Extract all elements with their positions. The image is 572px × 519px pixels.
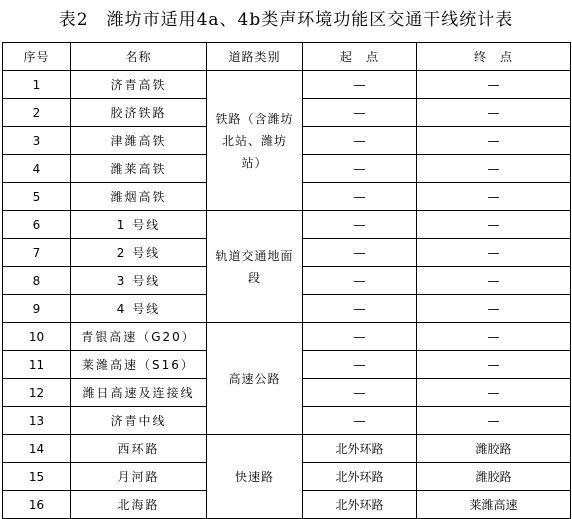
row-start: — xyxy=(303,295,417,323)
table-header-row xyxy=(3,43,571,71)
row-name: 潍莱高铁 xyxy=(71,155,207,183)
row-seq: 7 xyxy=(3,239,71,267)
row-start: — xyxy=(303,407,417,435)
row-end: 莱潍高速 xyxy=(417,491,571,519)
row-start: — xyxy=(303,323,417,351)
row-start: — xyxy=(303,239,417,267)
road-category: 铁路（含潍坊北站、潍坊站） xyxy=(207,71,303,211)
row-name: 莱潍高速（S16） xyxy=(71,351,207,379)
row-start: — xyxy=(303,127,417,155)
row-seq: 8 xyxy=(3,267,71,295)
row-name: 4 号线 xyxy=(71,295,207,323)
row-seq: 1 xyxy=(3,71,71,99)
row-start: 北外环路 xyxy=(303,491,417,519)
row-start: 北外环路 xyxy=(303,435,417,463)
row-end: — xyxy=(417,351,571,379)
row-seq: 6 xyxy=(3,211,71,239)
row-start: — xyxy=(303,71,417,99)
header-type: 道路类别 xyxy=(207,43,303,71)
table-row xyxy=(3,435,571,463)
table-body xyxy=(3,71,571,519)
row-name: 潍日高速及连接线 xyxy=(71,379,207,407)
row-name: 潍烟高铁 xyxy=(71,183,207,211)
row-name: 月河路 xyxy=(71,463,207,491)
row-end: 潍胶路 xyxy=(417,435,571,463)
row-seq: 14 xyxy=(3,435,71,463)
row-name: 北海路 xyxy=(71,491,207,519)
road-category: 轨道交通地面段 xyxy=(207,211,303,323)
header-start: 起 点 xyxy=(303,43,417,71)
row-seq: 11 xyxy=(3,351,71,379)
row-seq: 2 xyxy=(3,99,71,127)
row-end: 潍胶路 xyxy=(417,463,571,491)
row-end: — xyxy=(417,239,571,267)
row-start: — xyxy=(303,379,417,407)
row-start: — xyxy=(303,351,417,379)
row-name: 津潍高铁 xyxy=(71,127,207,155)
header-name: 名称 xyxy=(71,43,207,71)
row-name: 胶济铁路 xyxy=(71,99,207,127)
row-name: 济青高铁 xyxy=(71,71,207,99)
table-row xyxy=(3,71,571,99)
row-end: — xyxy=(417,211,571,239)
row-seq: 10 xyxy=(3,323,71,351)
header-seq: 序号 xyxy=(3,43,71,71)
row-seq: 12 xyxy=(3,379,71,407)
table-row xyxy=(3,323,571,351)
row-end: — xyxy=(417,267,571,295)
row-start: — xyxy=(303,183,417,211)
road-category: 高速公路 xyxy=(207,323,303,435)
row-end: — xyxy=(417,155,571,183)
row-seq: 13 xyxy=(3,407,71,435)
traffic-lines-table xyxy=(2,42,571,519)
row-start: — xyxy=(303,267,417,295)
header-end: 终 点 xyxy=(417,43,571,71)
row-end: — xyxy=(417,183,571,211)
row-seq: 9 xyxy=(3,295,71,323)
row-start: — xyxy=(303,211,417,239)
row-seq: 5 xyxy=(3,183,71,211)
row-seq: 3 xyxy=(3,127,71,155)
row-start: 北外环路 xyxy=(303,463,417,491)
row-name: 青银高速（G20） xyxy=(71,323,207,351)
table-row xyxy=(3,211,571,239)
row-name: 西环路 xyxy=(71,435,207,463)
row-seq: 16 xyxy=(3,491,71,519)
row-seq: 4 xyxy=(3,155,71,183)
row-end: — xyxy=(417,295,571,323)
row-end: — xyxy=(417,71,571,99)
table-caption: 表2 潍坊市适用4a、4b类声环境功能区交通干线统计表 xyxy=(58,10,514,30)
row-end: — xyxy=(417,99,571,127)
row-name: 3 号线 xyxy=(71,267,207,295)
row-name: 2 号线 xyxy=(71,239,207,267)
row-end: — xyxy=(417,127,571,155)
row-end: — xyxy=(417,379,571,407)
row-name: 1 号线 xyxy=(71,211,207,239)
row-end: — xyxy=(417,407,571,435)
row-end: — xyxy=(417,323,571,351)
row-start: — xyxy=(303,155,417,183)
row-seq: 15 xyxy=(3,463,71,491)
road-category: 快速路 xyxy=(207,435,303,519)
row-name: 济青中线 xyxy=(71,407,207,435)
row-start: — xyxy=(303,99,417,127)
